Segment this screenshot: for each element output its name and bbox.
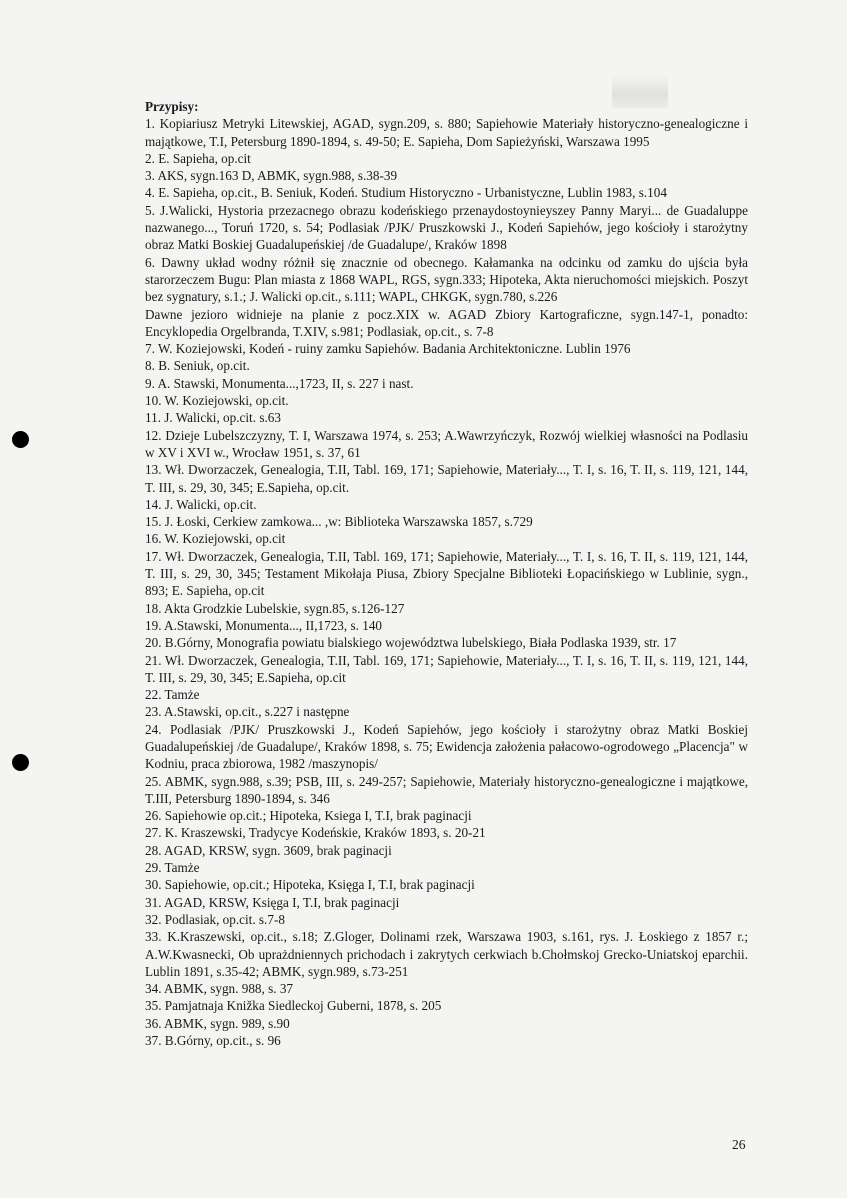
punch-hole-bottom xyxy=(12,754,29,771)
footnote-item: 30. Sapiehowie, op.cit.; Hipoteka, Księga I, T.I, brak paginacji xyxy=(145,877,475,893)
footnote-item: 14. J. Walicki, op.cit. xyxy=(145,496,257,512)
footnote-item: 27. K. Kraszewski, Tradycye Kodeńskie, Kraków 1893, s. 20-21 xyxy=(145,825,486,841)
footnote-item: 23. A.Stawski, op.cit., s.227 i następne xyxy=(145,704,350,720)
footnote-item: 21. Wł. Dworzaczek, Genealogia, T.II, Tabl. 169, 171; Sapiehowie, Materiały..., T. I, s. 16, T. II, s. 119, 121, 144, T. III, s. 29, 30, 345; E.Sapieha, op.cit xyxy=(145,652,748,685)
footnotes-section xyxy=(145,98,748,1049)
footnote-item: 5. J.Walicki, Hystoria przezacnego obrazu kodeńskiego przenaydostoynieyszey Panny Maryi... de Guadaluppe nazwanego..., Toruń 1720, s. 54; Podlasiak /PJK/ Pruszkowski J., Kodeń Sapiehów, jego kościoły i starożytny obraz Matki Boskiej Guadalupeńskiej /de Guadalupe/, Kraków 1898 xyxy=(145,202,748,253)
footnote-item: 29. Tamże xyxy=(145,860,200,876)
footnote-item: 15. J. Łoski, Cerkiew zamkowa... ,w: Biblioteka Warszawska 1857, s.729 xyxy=(145,514,533,530)
footnote-item: 26. Sapiehowie op.cit.; Hipoteka, Ksiega I, T.I, brak paginacji xyxy=(145,808,472,824)
footnote-item: 34. ABMK, sygn. 988, s. 37 xyxy=(145,981,294,997)
footnote-item: 31. AGAD, KRSW, Księga I, T.I, brak paginacji xyxy=(145,894,400,910)
footnote-item: 37. B.Górny, op.cit., s. 96 xyxy=(145,1033,281,1049)
punch-hole-top xyxy=(12,431,29,448)
footnotes-heading: Przypisy: xyxy=(145,99,199,114)
footnote-item: 6. Dawny układ wodny różnił się znacznie od obecnego. Kałamanka na odcinku od zamku do ujścia była starorzeczem Bugu: Plan miasta z 1868 WAPL, RGS, sygn.333; Hipoteka, Akta nieruchomości miejskich. Poszyt bez sygnatury, s.1.; J. Walicki op.cit., s.111; WAPL, CHKGK, sygn.780, s.226 xyxy=(145,254,748,305)
footnote-item: 13. Wł. Dworzaczek, Genealogia, T.II, Tabl. 169, 171; Sapiehowie, Materiały..., T. I, s. 16, T. II, s. 119, 121, 144, T. III, s. 29, 30, 345; E.Sapieha, op.cit. xyxy=(145,462,748,495)
footnote-item: 22. Tamże xyxy=(145,687,200,703)
footnote-item: 2. E. Sapieha, op.cit xyxy=(145,150,251,166)
footnote-item: 10. W. Koziejowski, op.cit. xyxy=(145,393,289,409)
footnote-item: 25. ABMK, sygn.988, s.39; PSB, III, s. 249-257; Sapiehowie, Materiały historyczno-genealogiczne i majątkowe, T.III, Petersburg 1890-1894, s. 346 xyxy=(145,773,748,806)
footnote-item: 4. E. Sapieha, op.cit., B. Seniuk, Kodeń. Studium Historyczno - Urbanistyczne, Lublin 1983, s.104 xyxy=(145,185,667,201)
footnote-item: 17. Wł. Dworzaczek, Genealogia, T.II, Tabl. 169, 171; Sapiehowie, Materiały..., T. I, s. 16, T. II, s. 119, 121, 144, T. III, s. 29, 30, 345; Testament Mikołaja Piusa, Zbiory Specjalne Biblioteki Łopacińskiego w Lublinie, sygn., 893; E. Sapieha, op.cit xyxy=(145,548,748,599)
footnote-item: 16. W. Koziejowski, op.cit xyxy=(145,531,286,547)
footnote-item: 9. A. Stawski, Monumenta...,1723, II, s. 227 i nast. xyxy=(145,375,414,391)
footnote-item: 1. Kopiariusz Metryki Litewskiej, AGAD, sygn.209, s. 880; Sapiehowie Materiały historyczno-genealogiczne i majątkowe, T.I, Petersburg 1890-1894, s. 49-50; E. Sapieha, Dom Sapieżyński, Warszawa 1995 xyxy=(145,116,748,149)
footnote-item: 36. ABMK, sygn. 989, s.90 xyxy=(145,1015,290,1031)
footnote-item: 33. K.Kraszewski, op.cit., s.18; Z.Gloger, Dolinami rzek, Warszawa 1903, s.161, rys. J. Łoskiego z 1857 r.; A.W.Kwasnecki, Ob uprażdniennych prichodach i zakrytych cerkwiach b.Chołmskoj Grecko-Uniatskoj eparchii. Lublin 1891, s.35-42; ABMK, sygn.989, s.73-251 xyxy=(145,929,748,979)
footnote-item: 19. A.Stawski, Monumenta..., II,1723, s. 140 xyxy=(145,617,383,633)
footnote-item: 28. AGAD, KRSW, sygn. 3609, brak paginacji xyxy=(145,842,392,858)
footnote-item: 8. B. Seniuk, op.cit. xyxy=(145,358,250,374)
footnote-item: 7. W. Koziejowski, Kodeń - ruiny zamku Sapiehów. Badania Architektoniczne. Lublin 1976 xyxy=(145,341,631,357)
footnote-item: Dawne jezioro widnieje na planie z pocz.XIX w. AGAD Zbiory Kartograficzne, sygn.147-1, ponadto: Encyklopedia Orgelbranda, T.XIV, s.981; Podlasiak, op.cit., s. 7-8 xyxy=(145,306,748,339)
footnote-item: 32. Podlasiak, op.cit. s.7-8 xyxy=(145,911,285,927)
footnote-item: 11. J. Walicki, op.cit. s.63 xyxy=(145,410,281,426)
footnote-item: 3. AKS, sygn.163 D, ABMK, sygn.988, s.38-39 xyxy=(145,168,398,184)
page-number: 26 xyxy=(732,1137,746,1152)
footnote-item: 35. Pamjatnaja Knižka Siedleckoj Guberni, 1878, s. 205 xyxy=(145,998,442,1014)
footnote-item: 20. B.Górny, Monografia powiatu bialskiego województwa lubelskiego, Biała Podlaska 1939, str. 17 xyxy=(145,635,677,651)
footnote-item: 24. Podlasiak /PJK/ Pruszkowski J., Kodeń Sapiehów, jego kościoły i starożytny obraz Matki Boskiej Guadalupeńskiej /de Guadalupe/, Kraków 1898, s. 75; Ewidencja założenia pałacowo-ogrodowego „Placencja" w Kodniu, praca zbiorowa, 1982 /maszynopis/ xyxy=(145,721,748,772)
footnote-item: 18. Akta Grodzkie Lubelskie, sygn.85, s.126-127 xyxy=(145,600,405,616)
footnote-item: 12. Dzieje Lubelszczyzny, T. I, Warszawa 1974, s. 253; A.Wawrzyńczyk, Rozwój wielkiej własności na Podlasiu w XV i XVI w., Wrocław 1951, s. 37, 61 xyxy=(145,427,748,460)
footnote-list xyxy=(145,115,748,1049)
